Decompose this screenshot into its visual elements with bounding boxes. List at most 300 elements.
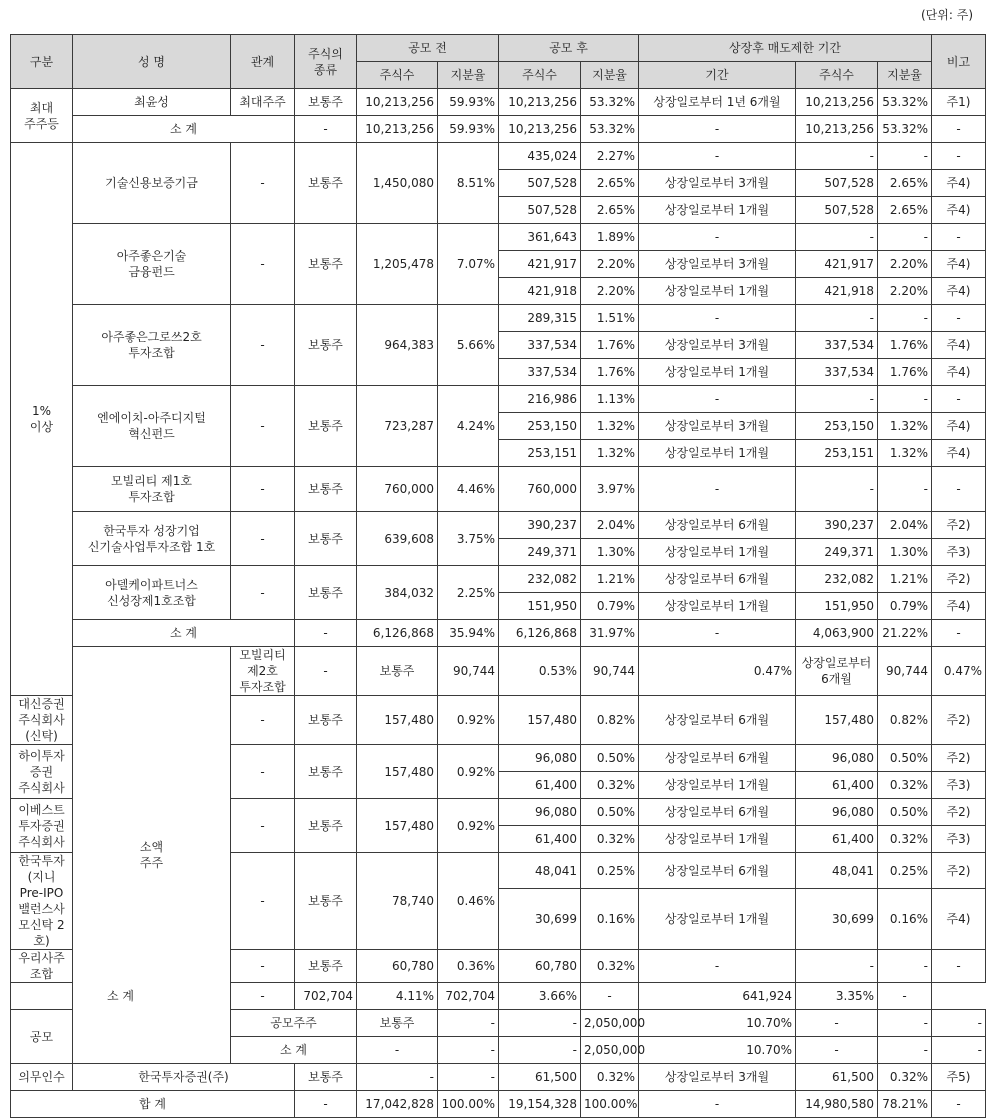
table-cell: 하이투자증권 주식회사 [11, 745, 73, 799]
table-cell: 3.75% [438, 512, 499, 566]
table-cell: 35.94% [438, 620, 499, 647]
table-cell: 한국투자증권(주) [73, 1064, 295, 1091]
table-cell: 4.24% [438, 386, 499, 467]
table-row [11, 305, 986, 332]
table-cell: 90,744 [878, 647, 932, 696]
header-lockup: 상장후 매도제한 기간 [639, 35, 932, 62]
table-cell: 253,151 [796, 440, 878, 467]
table-cell: 주4) [932, 332, 986, 359]
table-cell: 0.32% [878, 826, 932, 853]
table-cell: 1.21% [581, 566, 639, 593]
table-cell: 1.89% [581, 224, 639, 251]
table-cell: 0.50% [878, 799, 932, 826]
table-cell: 2.65% [878, 170, 932, 197]
table-cell: 1.32% [878, 413, 932, 440]
table-cell: 31.97% [581, 620, 639, 647]
table-cell: 주5) [932, 1064, 986, 1091]
table-cell: 상장일로부터 3개월 [639, 332, 796, 359]
table-cell: 19,154,328 [499, 1091, 581, 1118]
table-cell: - [878, 386, 932, 413]
table-cell: 702,704 [438, 983, 499, 1010]
table-cell: 60,780 [499, 950, 581, 983]
table-cell: 3.97% [581, 467, 639, 512]
table-cell: 주4) [932, 197, 986, 224]
table-row [11, 386, 986, 413]
table-cell: 337,534 [796, 359, 878, 386]
table-cell: 421,917 [499, 251, 581, 278]
table-cell: 0.50% [581, 745, 639, 772]
table-cell: 61,400 [499, 826, 581, 853]
table-cell: 2.20% [878, 251, 932, 278]
table-cell: 2,050,000 [581, 1010, 639, 1037]
table-cell: 253,150 [499, 413, 581, 440]
table-cell: 6,126,868 [499, 620, 581, 647]
table-cell: 2.25% [438, 566, 499, 620]
table-cell: 보통주 [295, 696, 357, 745]
table-cell: - [932, 1091, 986, 1118]
header-lockup-shares: 주식수 [796, 62, 878, 89]
table-row [11, 89, 986, 116]
table-cell: - [796, 467, 878, 512]
table-cell: 주2) [932, 745, 986, 772]
table-cell: 상장일로부터 1개월 [639, 440, 796, 467]
table-cell: - [932, 467, 986, 512]
table-cell: 4.46% [438, 467, 499, 512]
table-cell: 보통주 [295, 950, 357, 983]
table-cell: 상장일로부터 6개월 [796, 647, 878, 696]
table-cell: 421,918 [796, 278, 878, 305]
table-cell: 14,980,580 [796, 1091, 878, 1118]
table-cell: 435,024 [499, 143, 581, 170]
table-cell: 1% 이상 [11, 143, 73, 696]
table-cell: 390,237 [796, 512, 878, 539]
table-cell: 1.30% [581, 539, 639, 566]
table-cell: 21.22% [878, 620, 932, 647]
table-cell: - [796, 386, 878, 413]
table-cell: - [231, 386, 295, 467]
table-cell: - [231, 143, 295, 224]
table-cell: 53.32% [581, 89, 639, 116]
table-cell: 760,000 [357, 467, 438, 512]
table-cell: - [295, 116, 357, 143]
table-cell: 10,213,256 [499, 89, 581, 116]
table-cell: 421,918 [499, 278, 581, 305]
table-cell: 최대 주주등 [11, 89, 73, 143]
table-cell: - [878, 467, 932, 512]
table-cell: 59.93% [438, 89, 499, 116]
table-cell: 61,400 [499, 772, 581, 799]
table-cell: 6,126,868 [357, 620, 438, 647]
table-cell: - [499, 1037, 581, 1064]
table-cell: 상장일로부터 6개월 [639, 799, 796, 826]
table-cell: 0.50% [878, 745, 932, 772]
table-cell: 96,080 [796, 799, 878, 826]
table-cell: 0.47% [932, 647, 986, 696]
table-cell: - [231, 467, 295, 512]
table-cell: - [796, 143, 878, 170]
table-cell: 공모 [11, 1010, 73, 1064]
table-cell: 0.47% [639, 647, 796, 696]
table-cell: 상장일로부터 3개월 [639, 251, 796, 278]
table-cell: 2.65% [878, 197, 932, 224]
table-cell: 보통주 [295, 566, 357, 620]
table-cell: 0.92% [438, 799, 499, 853]
table-cell: 상장일로부터 1개월 [639, 889, 796, 950]
table-cell: 최대주주 [231, 89, 295, 116]
table-row [11, 143, 986, 170]
table-cell: 253,151 [499, 440, 581, 467]
table-cell: 253,150 [796, 413, 878, 440]
table-cell: 상장일로부터 1개월 [639, 772, 796, 799]
table-cell: 우리사주조합 [11, 950, 73, 983]
table-cell: - [639, 620, 796, 647]
table-cell: 보통주 [295, 1064, 357, 1091]
table-cell: - [796, 224, 878, 251]
table-cell: 주3) [932, 772, 986, 799]
table-cell: 합 계 [11, 1091, 295, 1118]
table-cell: - [932, 386, 986, 413]
table-cell: - [231, 950, 295, 983]
table-cell: 주4) [932, 413, 986, 440]
table-cell: 61,400 [796, 826, 878, 853]
header-note: 비고 [932, 35, 986, 89]
table-cell: 보통주 [295, 89, 357, 116]
table-cell: - [231, 745, 295, 799]
table-cell: - [796, 305, 878, 332]
table-cell: 157,480 [357, 745, 438, 799]
table-header [11, 35, 986, 89]
table-cell: 대신증권 주식회사 (신탁) [11, 696, 73, 745]
header-name: 성 명 [73, 35, 231, 89]
header-lockup-period: 기간 [639, 62, 796, 89]
table-cell: 5.66% [438, 305, 499, 386]
table-cell: 상장일로부터 1개월 [639, 278, 796, 305]
table-cell: 90,744 [581, 647, 639, 696]
table-cell: 232,082 [796, 566, 878, 593]
table-cell: 10,213,256 [796, 116, 878, 143]
table-cell: 90,744 [438, 647, 499, 696]
header-pre-ipo: 공모 전 [357, 35, 499, 62]
table-cell: 96,080 [499, 745, 581, 772]
table-cell: 30,699 [796, 889, 878, 950]
table-cell: 주4) [932, 593, 986, 620]
table-cell: 0.32% [581, 1064, 639, 1091]
table-cell: 보통주 [295, 745, 357, 799]
table-cell: 보통주 [357, 647, 438, 696]
table-cell: 157,480 [499, 696, 581, 745]
table-row [11, 512, 986, 539]
table-cell: 507,528 [499, 197, 581, 224]
table-cell: 2.20% [581, 278, 639, 305]
table-cell: 337,534 [499, 359, 581, 386]
table-cell: - [932, 116, 986, 143]
table-cell: - [932, 950, 986, 983]
table-cell: 0.50% [581, 799, 639, 826]
table-cell: 상장일로부터 1개월 [639, 359, 796, 386]
table-cell: 2.65% [581, 170, 639, 197]
table-cell: - [231, 983, 295, 1010]
table-cell: 157,480 [796, 696, 878, 745]
table-cell: 주1) [932, 89, 986, 116]
table-cell: 151,950 [499, 593, 581, 620]
table-cell: 0.36% [438, 950, 499, 983]
table-cell: 아주좋은그로쓰2호 투자조합 [73, 305, 231, 386]
table-cell: - [639, 305, 796, 332]
table-cell: - [499, 1010, 581, 1037]
table-cell: 641,924 [639, 983, 796, 1010]
table-cell: 53.32% [878, 116, 932, 143]
table-cell: 0.82% [878, 696, 932, 745]
table-cell: 아주좋은기술 금융펀드 [73, 224, 231, 305]
table-cell: 0.32% [581, 772, 639, 799]
table-cell: 3.35% [796, 983, 878, 1010]
table-cell: 주4) [932, 251, 986, 278]
unit-note: (단위: 주) [921, 8, 973, 22]
table-cell: 0.32% [878, 1064, 932, 1091]
table-cell: 아델케이파트너스 신성장제1호조합 [73, 566, 231, 620]
table-row [11, 647, 986, 696]
header-post-ratio: 지분율 [581, 62, 639, 89]
table-cell: 59.93% [438, 116, 499, 143]
table-cell: 주4) [932, 278, 986, 305]
table-cell: 507,528 [499, 170, 581, 197]
table-cell: - [231, 853, 295, 950]
table-cell: 보통주 [295, 467, 357, 512]
table-cell: 361,643 [499, 224, 581, 251]
table-cell: 78,740 [357, 853, 438, 950]
table-cell: 상장일로부터 1년 6개월 [639, 89, 796, 116]
table-cell: 289,315 [499, 305, 581, 332]
table-cell: - [639, 143, 796, 170]
header-stock-type: 주식의 종류 [295, 35, 357, 89]
table-cell: - [231, 305, 295, 386]
table-cell: 507,528 [796, 197, 878, 224]
table-cell: 10.70% [639, 1037, 796, 1064]
table-cell: 보통주 [295, 143, 357, 224]
table-cell: 1,450,080 [357, 143, 438, 224]
table-cell: 10,213,256 [796, 89, 878, 116]
table-cell: 보통주 [295, 305, 357, 386]
table-row [11, 116, 986, 143]
table-cell: - [231, 696, 295, 745]
table-cell: 1.30% [878, 539, 932, 566]
table-cell: - [932, 143, 986, 170]
table-cell: - [357, 1037, 438, 1064]
table-cell: 0.32% [581, 826, 639, 853]
header-pre-shares: 주식수 [357, 62, 438, 89]
table-cell: 최윤성 [73, 89, 231, 116]
table-cell: 상장일로부터 1개월 [639, 593, 796, 620]
table-cell: 61,500 [796, 1064, 878, 1091]
table-cell: 소액 주주 [73, 647, 231, 1064]
table-cell: 507,528 [796, 170, 878, 197]
table-cell: 1.32% [581, 440, 639, 467]
table-cell: 53.32% [878, 89, 932, 116]
table-cell: 소 계 [73, 620, 295, 647]
table-cell: 2,050,000 [581, 1037, 639, 1064]
table-cell: 48,041 [796, 853, 878, 889]
table-cell: 보통주 [357, 1010, 438, 1037]
table-cell: 주4) [932, 889, 986, 950]
shareholder-table [10, 34, 986, 1118]
table-cell: 384,032 [357, 566, 438, 620]
table-cell: 상장일로부터 3개월 [639, 170, 796, 197]
table-cell: 2.20% [581, 251, 639, 278]
table-cell: 10,213,256 [499, 116, 581, 143]
table-cell: 723,287 [357, 386, 438, 467]
table-cell: - [878, 143, 932, 170]
table-cell: 보통주 [295, 799, 357, 853]
table-cell: 390,237 [499, 512, 581, 539]
table-cell: - [639, 1091, 796, 1118]
table-cell: 주3) [932, 539, 986, 566]
table-cell: 157,480 [357, 696, 438, 745]
header-lockup-ratio: 지분율 [878, 62, 932, 89]
table-cell: 0.16% [878, 889, 932, 950]
table-cell: 2.65% [581, 197, 639, 224]
table-cell: - [932, 305, 986, 332]
table-cell: 주4) [932, 440, 986, 467]
table-cell: 639,608 [357, 512, 438, 566]
table-cell: 모빌리티 제2호 투자조합 [231, 647, 295, 696]
table-cell: 주2) [932, 512, 986, 539]
table-cell: 모빌리티 제1호 투자조합 [73, 467, 231, 512]
table-cell: - [438, 1010, 499, 1037]
table-cell: 보통주 [295, 386, 357, 467]
table-cell: - [932, 620, 986, 647]
table-cell: 0.25% [878, 853, 932, 889]
table-cell: 10,213,256 [357, 116, 438, 143]
table-cell: - [357, 1064, 438, 1091]
table-cell: 0.82% [581, 696, 639, 745]
table-cell: 216,986 [499, 386, 581, 413]
table-cell: - [878, 983, 932, 1010]
table-cell: 1,205,478 [357, 224, 438, 305]
table-cell: 보통주 [295, 512, 357, 566]
table-cell: - [796, 950, 878, 983]
table-cell: 1.76% [581, 332, 639, 359]
table-cell: 78.21% [878, 1091, 932, 1118]
table-cell: - [581, 983, 639, 1010]
table-cell: 0.46% [438, 853, 499, 950]
table-cell: - [639, 950, 796, 983]
table-cell: 소 계 [231, 1037, 357, 1064]
table-cell: 주2) [932, 853, 986, 889]
table-cell: 0.32% [878, 772, 932, 799]
table-cell: 249,371 [499, 539, 581, 566]
table-cell: 0.25% [581, 853, 639, 889]
table-cell: 한국투자 (지니 Pre-IPO 밸런스사모신탁 2호) [11, 853, 73, 950]
header-pre-ratio: 지분율 [438, 62, 499, 89]
table-cell: 보통주 [295, 853, 357, 950]
table-cell: 4,063,900 [796, 620, 878, 647]
table-cell: 2.27% [581, 143, 639, 170]
table-cell: 공모주주 [231, 1010, 357, 1037]
table-cell: 8.51% [438, 143, 499, 224]
table-cell: - [231, 566, 295, 620]
table-cell: 337,534 [499, 332, 581, 359]
table-cell: 상장일로부터 3개월 [639, 413, 796, 440]
table-cell: 주4) [932, 359, 986, 386]
table-cell: 1.51% [581, 305, 639, 332]
table-row [11, 983, 986, 1010]
table-cell: - [932, 224, 986, 251]
table-cell: 1.32% [878, 440, 932, 467]
table-cell: - [878, 224, 932, 251]
table-cell: 232,082 [499, 566, 581, 593]
table-cell: 이베스트투자증권 주식회사 [11, 799, 73, 853]
table-cell: 96,080 [796, 745, 878, 772]
header-relation: 관계 [231, 35, 295, 89]
table-cell: 60,780 [357, 950, 438, 983]
table-cell: 상장일로부터 1개월 [639, 826, 796, 853]
table-cell: 주2) [932, 799, 986, 826]
table-cell: 1.76% [878, 359, 932, 386]
table-cell: 2.04% [878, 512, 932, 539]
table-cell: 주4) [932, 170, 986, 197]
table-cell: 0.92% [438, 696, 499, 745]
table-cell: - [878, 950, 932, 983]
table-cell: - [438, 1064, 499, 1091]
table-cell: 0.53% [499, 647, 581, 696]
table-cell: 소 계 [73, 116, 295, 143]
table-cell: 249,371 [796, 539, 878, 566]
table-cell: - [438, 1037, 499, 1064]
table-row [11, 566, 986, 593]
table-cell: 상장일로부터 1개월 [639, 197, 796, 224]
table-cell: 61,400 [796, 772, 878, 799]
table-cell: 964,383 [357, 305, 438, 386]
table-cell: 상장일로부터 6개월 [639, 745, 796, 772]
table-cell: 1.76% [581, 359, 639, 386]
table-body [11, 89, 986, 1118]
table-cell: 100.00% [438, 1091, 499, 1118]
table-cell: 1.32% [581, 413, 639, 440]
table-cell: 3.66% [499, 983, 581, 1010]
table-cell: 2.04% [581, 512, 639, 539]
table-cell: 엔에이치-아주디지털 혁신펀드 [73, 386, 231, 467]
table-cell: 421,917 [796, 251, 878, 278]
table-cell: - [231, 224, 295, 305]
table-cell: 151,950 [796, 593, 878, 620]
table-cell: 주2) [932, 696, 986, 745]
table-cell: 30,699 [499, 889, 581, 950]
table-cell: 1.13% [581, 386, 639, 413]
table-cell: 157,480 [357, 799, 438, 853]
table-cell: - [639, 467, 796, 512]
table-cell: 상장일로부터 6개월 [639, 512, 796, 539]
table-cell: 한국투자 성장기업 신기술사업투자조합 1호 [73, 512, 231, 566]
table-cell: 17,042,828 [357, 1091, 438, 1118]
table-cell: 상장일로부터 6개월 [639, 566, 796, 593]
table-cell: 소 계 [11, 983, 231, 1010]
table-cell: 상장일로부터 6개월 [639, 696, 796, 745]
table-cell: - [878, 305, 932, 332]
table-cell: 0.79% [878, 593, 932, 620]
header-post-ipo: 공모 후 [499, 35, 639, 62]
table-row [11, 224, 986, 251]
table-cell: 상장일로부터 3개월 [639, 1064, 796, 1091]
table-cell: - [295, 620, 357, 647]
table-cell: 760,000 [499, 467, 581, 512]
table-cell: 0.92% [438, 745, 499, 799]
table-cell: 100.00% [581, 1091, 639, 1118]
table-cell: 53.32% [581, 116, 639, 143]
table-cell: 702,704 [295, 983, 357, 1010]
table-cell: 0.16% [581, 889, 639, 950]
table-row [11, 1064, 986, 1091]
table-cell: 0.32% [581, 950, 639, 983]
